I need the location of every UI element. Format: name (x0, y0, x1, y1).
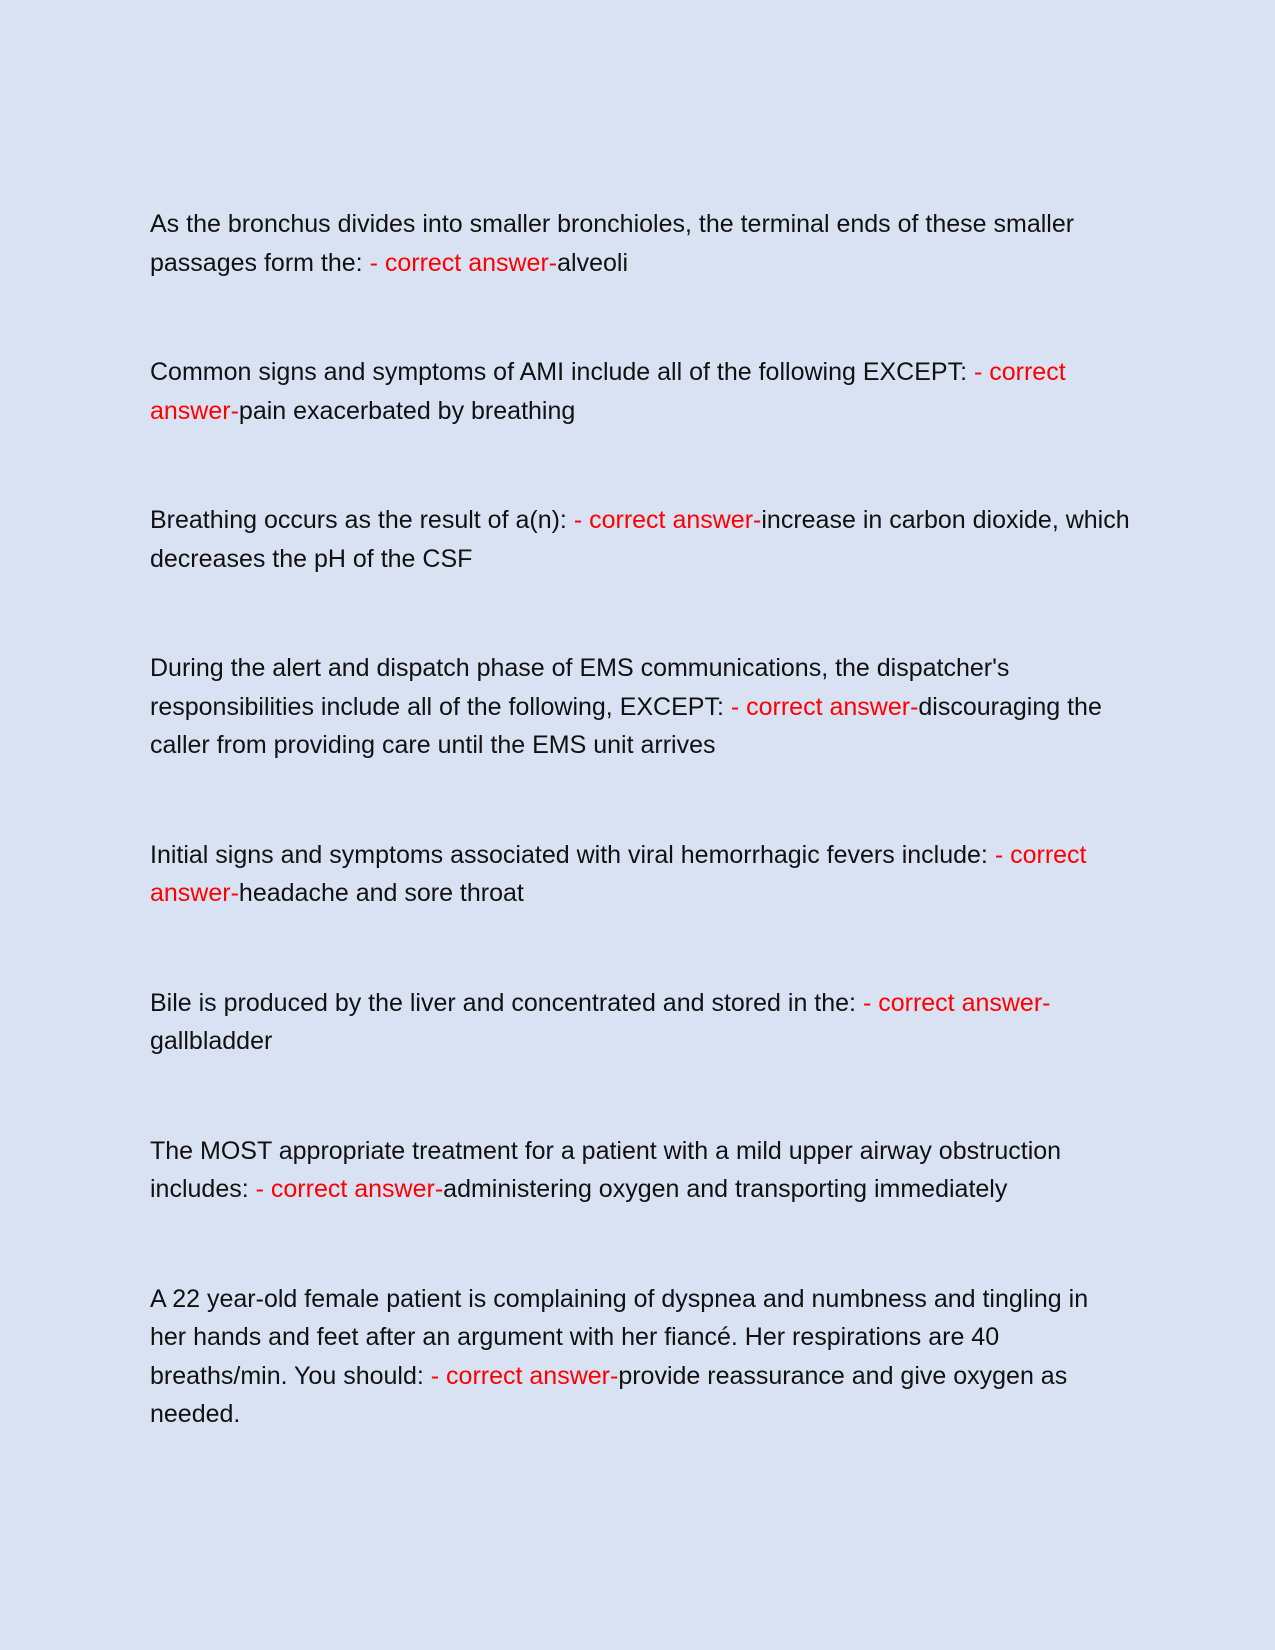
correct-answer-separator: - correct answer- (369, 248, 558, 277)
correct-answer-separator: - correct answer- (150, 840, 1087, 907)
answer-text: discouraging the caller from providing care until the EMS unit arrives (150, 692, 1102, 759)
qa-item-3 (150, 501, 1130, 578)
qa-item-2 (150, 353, 1130, 430)
answer-text: administering oxygen and transporting immediately (443, 1175, 1008, 1203)
question-text: During the alert and dispatch phase of EMS communications, the dispatcher's responsibilities include all of the following, EXCEPT: (150, 654, 1010, 721)
answer-text: headache and sore throat (238, 879, 524, 907)
qa-item-8 (150, 1280, 1130, 1434)
question-text: Bile is produced by the liver and concentrated and stored in the: (150, 988, 856, 1017)
correct-answer-separator: - correct answer- (730, 692, 919, 721)
qa-item-7 (150, 1132, 1130, 1209)
question-text: As the bronchus divides into smaller bronchioles, the terminal ends of these smaller passages form the: (150, 210, 1075, 277)
answer-text: alveoli (557, 248, 628, 277)
correct-answer-separator: - correct answer- (255, 1175, 444, 1203)
answer-text: gallbladder (150, 1027, 273, 1055)
answer-text: pain exacerbated by breathing (238, 396, 576, 425)
question-text: Initial signs and symptoms associated with viral hemorrhagic fevers include: (150, 840, 988, 869)
qa-item-1 (150, 205, 1130, 282)
question-text: A 22 year-old female patient is complaining of dyspnea and numbness and tingling in her hands and feet after an argument with her fiancé. Her respirations are 40 breaths/min. You should: (150, 1284, 1089, 1390)
question-text: Common signs and symptoms of AMI include all of the following EXCEPT: (150, 358, 968, 386)
qa-item-5 (150, 836, 1130, 913)
correct-answer-separator: - correct answer- (150, 358, 1066, 425)
answer-text: provide reassurance and give oxygen as needed. (150, 1361, 1068, 1428)
question-text: Breathing occurs as the result of a(n): (150, 506, 567, 534)
qa-item-4 (150, 649, 1130, 765)
correct-answer-separator: - correct answer- (430, 1361, 619, 1390)
correct-answer-separator: - correct answer- (862, 988, 1051, 1017)
correct-answer-separator: - correct answer- (573, 506, 762, 534)
qa-item-6 (150, 984, 1130, 1061)
document-page (150, 205, 1130, 1505)
question-text: The MOST appropriate treatment for a patient with a mild upper airway obstruction includes: (150, 1136, 1062, 1203)
answer-text: increase in carbon dioxide, which decreases the pH of the CSF (150, 506, 1130, 573)
